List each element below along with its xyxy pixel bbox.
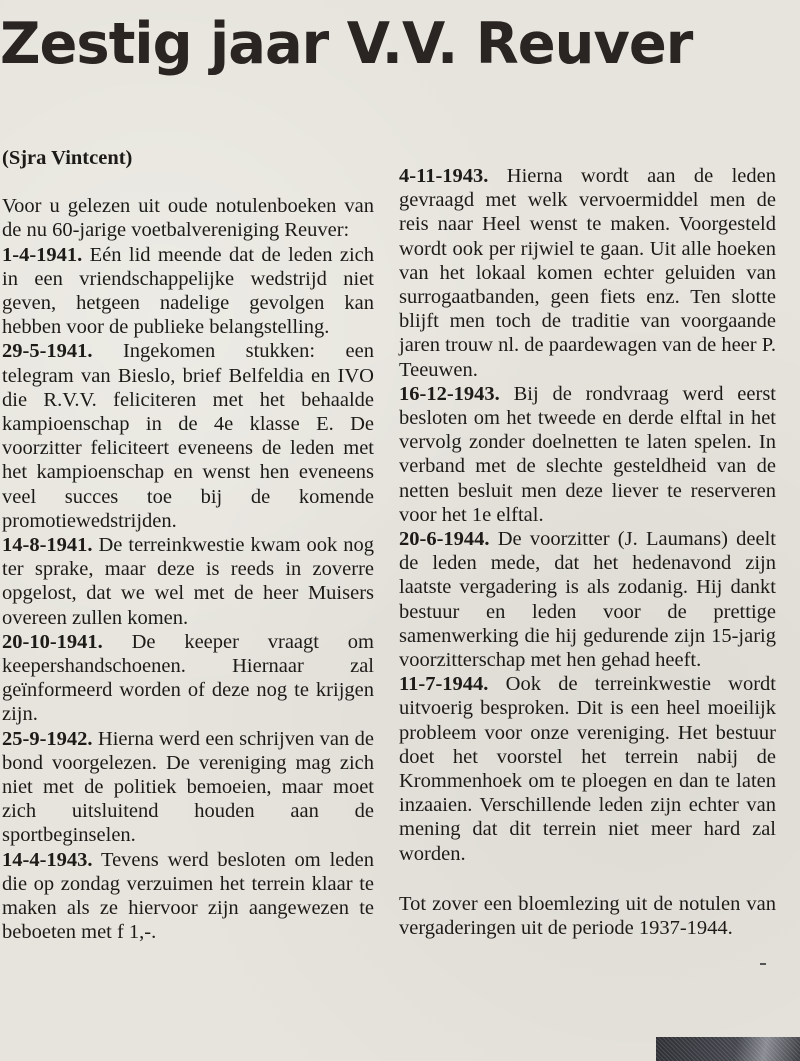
minutes-entry (2, 727, 374, 848)
entry-text: Ook de terreinkwestie wordt uitvoerig besproken. Dit is een heel moeilijk probleem voor onze vereniging. Het bestuur doet het voorstel het terrein nabij de Krommenhoek om te ploegen en dan te laten inzaaien. Verschillende leden zijn echter van mening dat dit terrein niet meer hard zal worden. (399, 673, 776, 865)
minutes-entry (399, 382, 776, 527)
entry-text: Eén lid meende dat de leden zich in een vriendschappelijke wedstrijd niet geven, hetgeen nadelige gevolgen kan hebben voor de publieke belangstelling. (2, 243, 374, 339)
minutes-entry (2, 630, 374, 727)
minutes-entry (2, 243, 374, 340)
entry-date: 25-9-1942. (2, 727, 93, 750)
minutes-entry (2, 533, 374, 630)
entry-text: De voorzitter (J. Laumans) deelt de leden mede, dat het hedenavond zijn laatste vergadering is als zodanig. Hij dankt bestuur en leden voor de prettige samenwerking die hij gedurende zijn 15-jarig voorzitterschap met hen gehad heeft. (399, 528, 776, 672)
entry-date: 29-5-1941. (2, 340, 93, 363)
entry-date: 11-7-1944. (399, 673, 489, 696)
minutes-entry (2, 848, 374, 945)
entry-text: De keeper vraagt om keepershandschoenen. Hiernaar zal geïnformeerd worden of deze nog te krijgen zijn. (2, 630, 374, 726)
print-speck (760, 963, 766, 965)
entry-date: 20-10-1941. (2, 630, 103, 653)
minutes-entry (399, 527, 776, 672)
entry-text: De terreinkwestie kwam ook nog ter sprake, maar deze is reeds in zoverre opgelost, dat we wel met de heer Muisers overeen zullen komen. (2, 534, 374, 629)
minutes-entry (399, 164, 776, 382)
entry-date: 1-4-1941. (2, 243, 83, 266)
entry-text: Hierna werd een schrijven van de bond voorgelezen. De vereniging mag zich niet met de politiek bemoeien, maar moet zich uitsluitend houden aan de sportbeginselen. (2, 727, 374, 847)
minutes-entry (2, 339, 374, 533)
entry-text: Ingekomen stukken: een telegram van Bieslo, brief Belfeldia en IVO die R.V.V. feliciteren met het behaalde kampioenschap in de 4e klasse E. De voorzitter feliciteert eveneens de leden met het kampioenschap en wenst hen eveneens veel succes toe bij de komende promotiewedstrijden. (2, 340, 374, 532)
entry-text: Bij de rondvraag werd eerst besloten om het tweede en derde elftal in het vervolg zonder doelnetten te laten spelen. In verband met de slechte gesteldheid van de netten besluit men deze liever te reserveren voor het 1e elftal. (399, 382, 776, 526)
article-byline: (Sjra Vintcent) (2, 147, 133, 169)
article-headline: Zestig jaar V.V. Reuver (0, 11, 693, 77)
entry-date: 14-4-1943. (2, 848, 93, 871)
entry-text: Hierna wordt aan de leden gevraagd met welk vervoermiddel men de reis naar Heel wenst te maken. Voorgesteld wordt ook per rijwiel te gaan. Uit alle hoeken van het lokaal komen echter geluiden van surrogaatbanden, geen fiets enz. Ten slotte blijft men toch de traditie van voorgaande jaren trouw nl. de paardewagen van de heer P. Teeuwen. (399, 165, 776, 381)
entry-date: 4-11-1943. (399, 165, 489, 187)
minutes-entry (399, 672, 776, 866)
entry-date: 16-12-1943. (399, 382, 500, 405)
entry-text: Tevens werd besloten om leden die op zondag verzuimen het terrein klaar te maken als ze hiervoor zijn aangewezen te beboeten met f 1,-. (2, 848, 374, 944)
article-column-right (399, 164, 776, 940)
photo-fragment (656, 1037, 800, 1061)
article-closing: Tot zover een bloemlezing uit de notulen van vergaderingen uit de periode 1937-1944. (399, 892, 776, 940)
article-column-left (2, 146, 374, 945)
article-intro: Voor u gelezen uit oude notulenboeken van de nu 60-jarige voetbalvereniging Reuver: (2, 195, 374, 242)
entry-date: 20-6-1944. (399, 528, 490, 551)
entry-date: 14-8-1941. (2, 534, 93, 557)
